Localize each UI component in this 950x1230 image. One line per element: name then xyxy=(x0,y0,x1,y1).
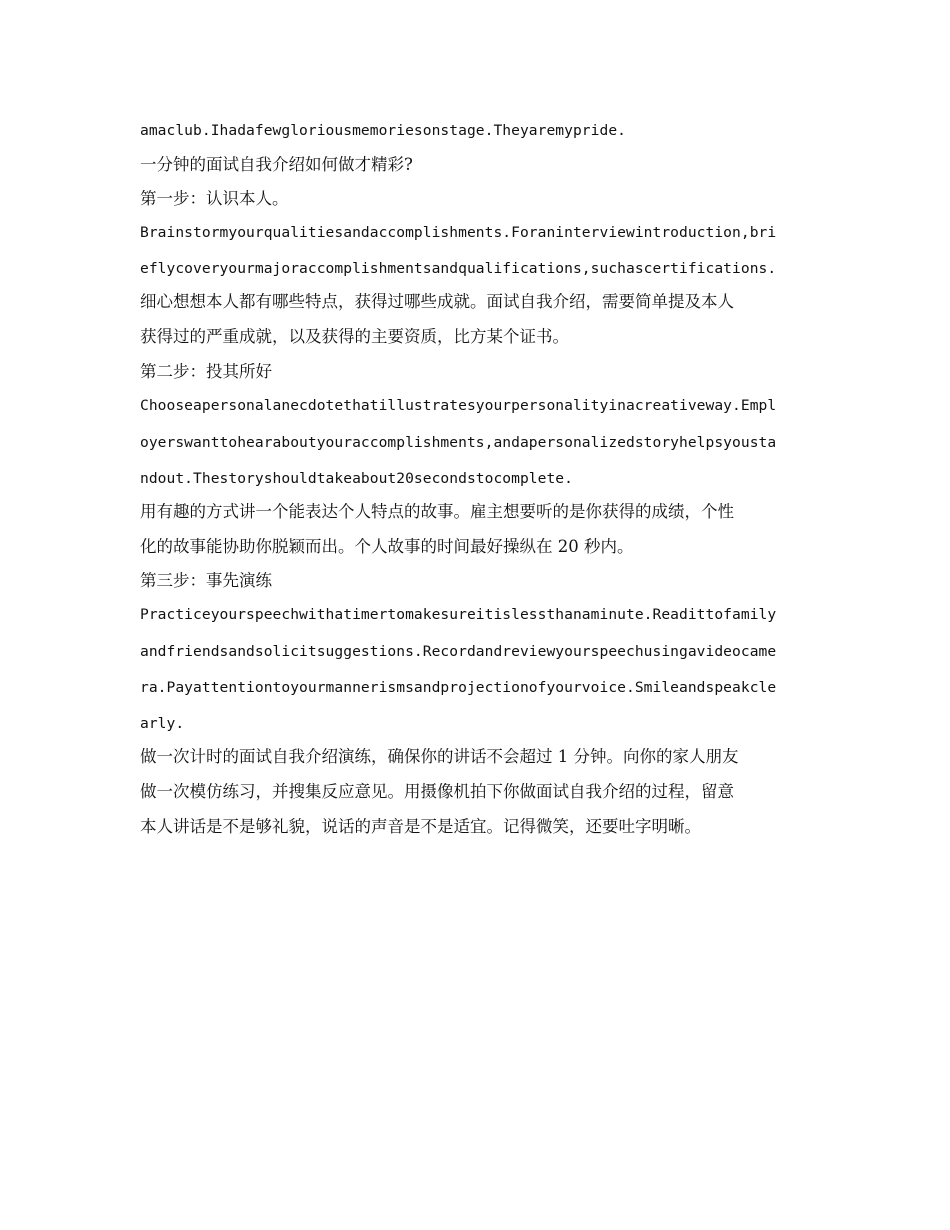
text-line: Chooseapersonalanecdotethatillustratesyourpersonalityinacreativeway.Empl xyxy=(140,397,777,414)
text-line: 获得过的严重成就，以及获得的主要资质，比方某个证书。 xyxy=(140,327,569,346)
section-heading: 第一步：认识本人。 xyxy=(140,189,289,208)
text-line: 做一次模仿练习，并搜集反应意见。用摄像机拍下你做面试自我介绍的过程，留意 xyxy=(140,782,734,801)
section-heading: 第三步：事先演练 xyxy=(140,571,272,590)
text-line: andfriendsandsolicitsuggestions.Recordandreviewyourspeechusingavideocame xyxy=(140,643,777,660)
text-line: ndout.Thestoryshouldtakeabout20secondstocomplete. xyxy=(140,470,573,487)
text-line: amaclub.Ihadafewgloriousmemoriesonstage.Theyaremypride. xyxy=(140,122,626,139)
text-line: Practiceyourspeechwithatimertomakesureitislessthanaminute.Readittofamily xyxy=(140,606,777,623)
text-line: 做一次计时的面试自我介绍演练，确保你的讲话不会超过 1 分钟。向你的家人朋友 xyxy=(140,747,739,766)
text-line: 化的故事能协助你脱颖而出。个人故事的时间最好操纵在 20 秒内。 xyxy=(140,537,634,556)
text-line: 细心想想本人都有哪些特点，获得过哪些成就。面试自我介绍，需要简单提及本人 xyxy=(140,292,734,311)
text-line: eflycoveryourmajoraccomplishmentsandqualifications,suchascertifications. xyxy=(140,260,777,277)
text-line: ra.Payattentiontoyourmannerismsandprojectionofyourvoice.Smileandspeakcle xyxy=(140,679,777,696)
text-line: Brainstormyourqualitiesandaccomplishments.Foraninterviewintroduction,bri xyxy=(140,224,777,241)
text-line: 用有趣的方式讲一个能表达个人特点的故事。雇主想要听的是你获得的成绩，个性 xyxy=(140,502,734,521)
text-line: 本人讲话是不是够礼貌，说话的声音是不是适宜。记得微笑，还要吐字明晰。 xyxy=(140,817,701,836)
section-heading: 第二步：投其所好 xyxy=(140,362,272,381)
text-line: 一分钟的面试自我介绍如何做才精彩? xyxy=(140,155,413,174)
text-line: arly. xyxy=(140,715,185,732)
text-line: oyerswanttohearaboutyouraccomplishments,andapersonalizedstoryhelpsyousta xyxy=(140,434,777,451)
